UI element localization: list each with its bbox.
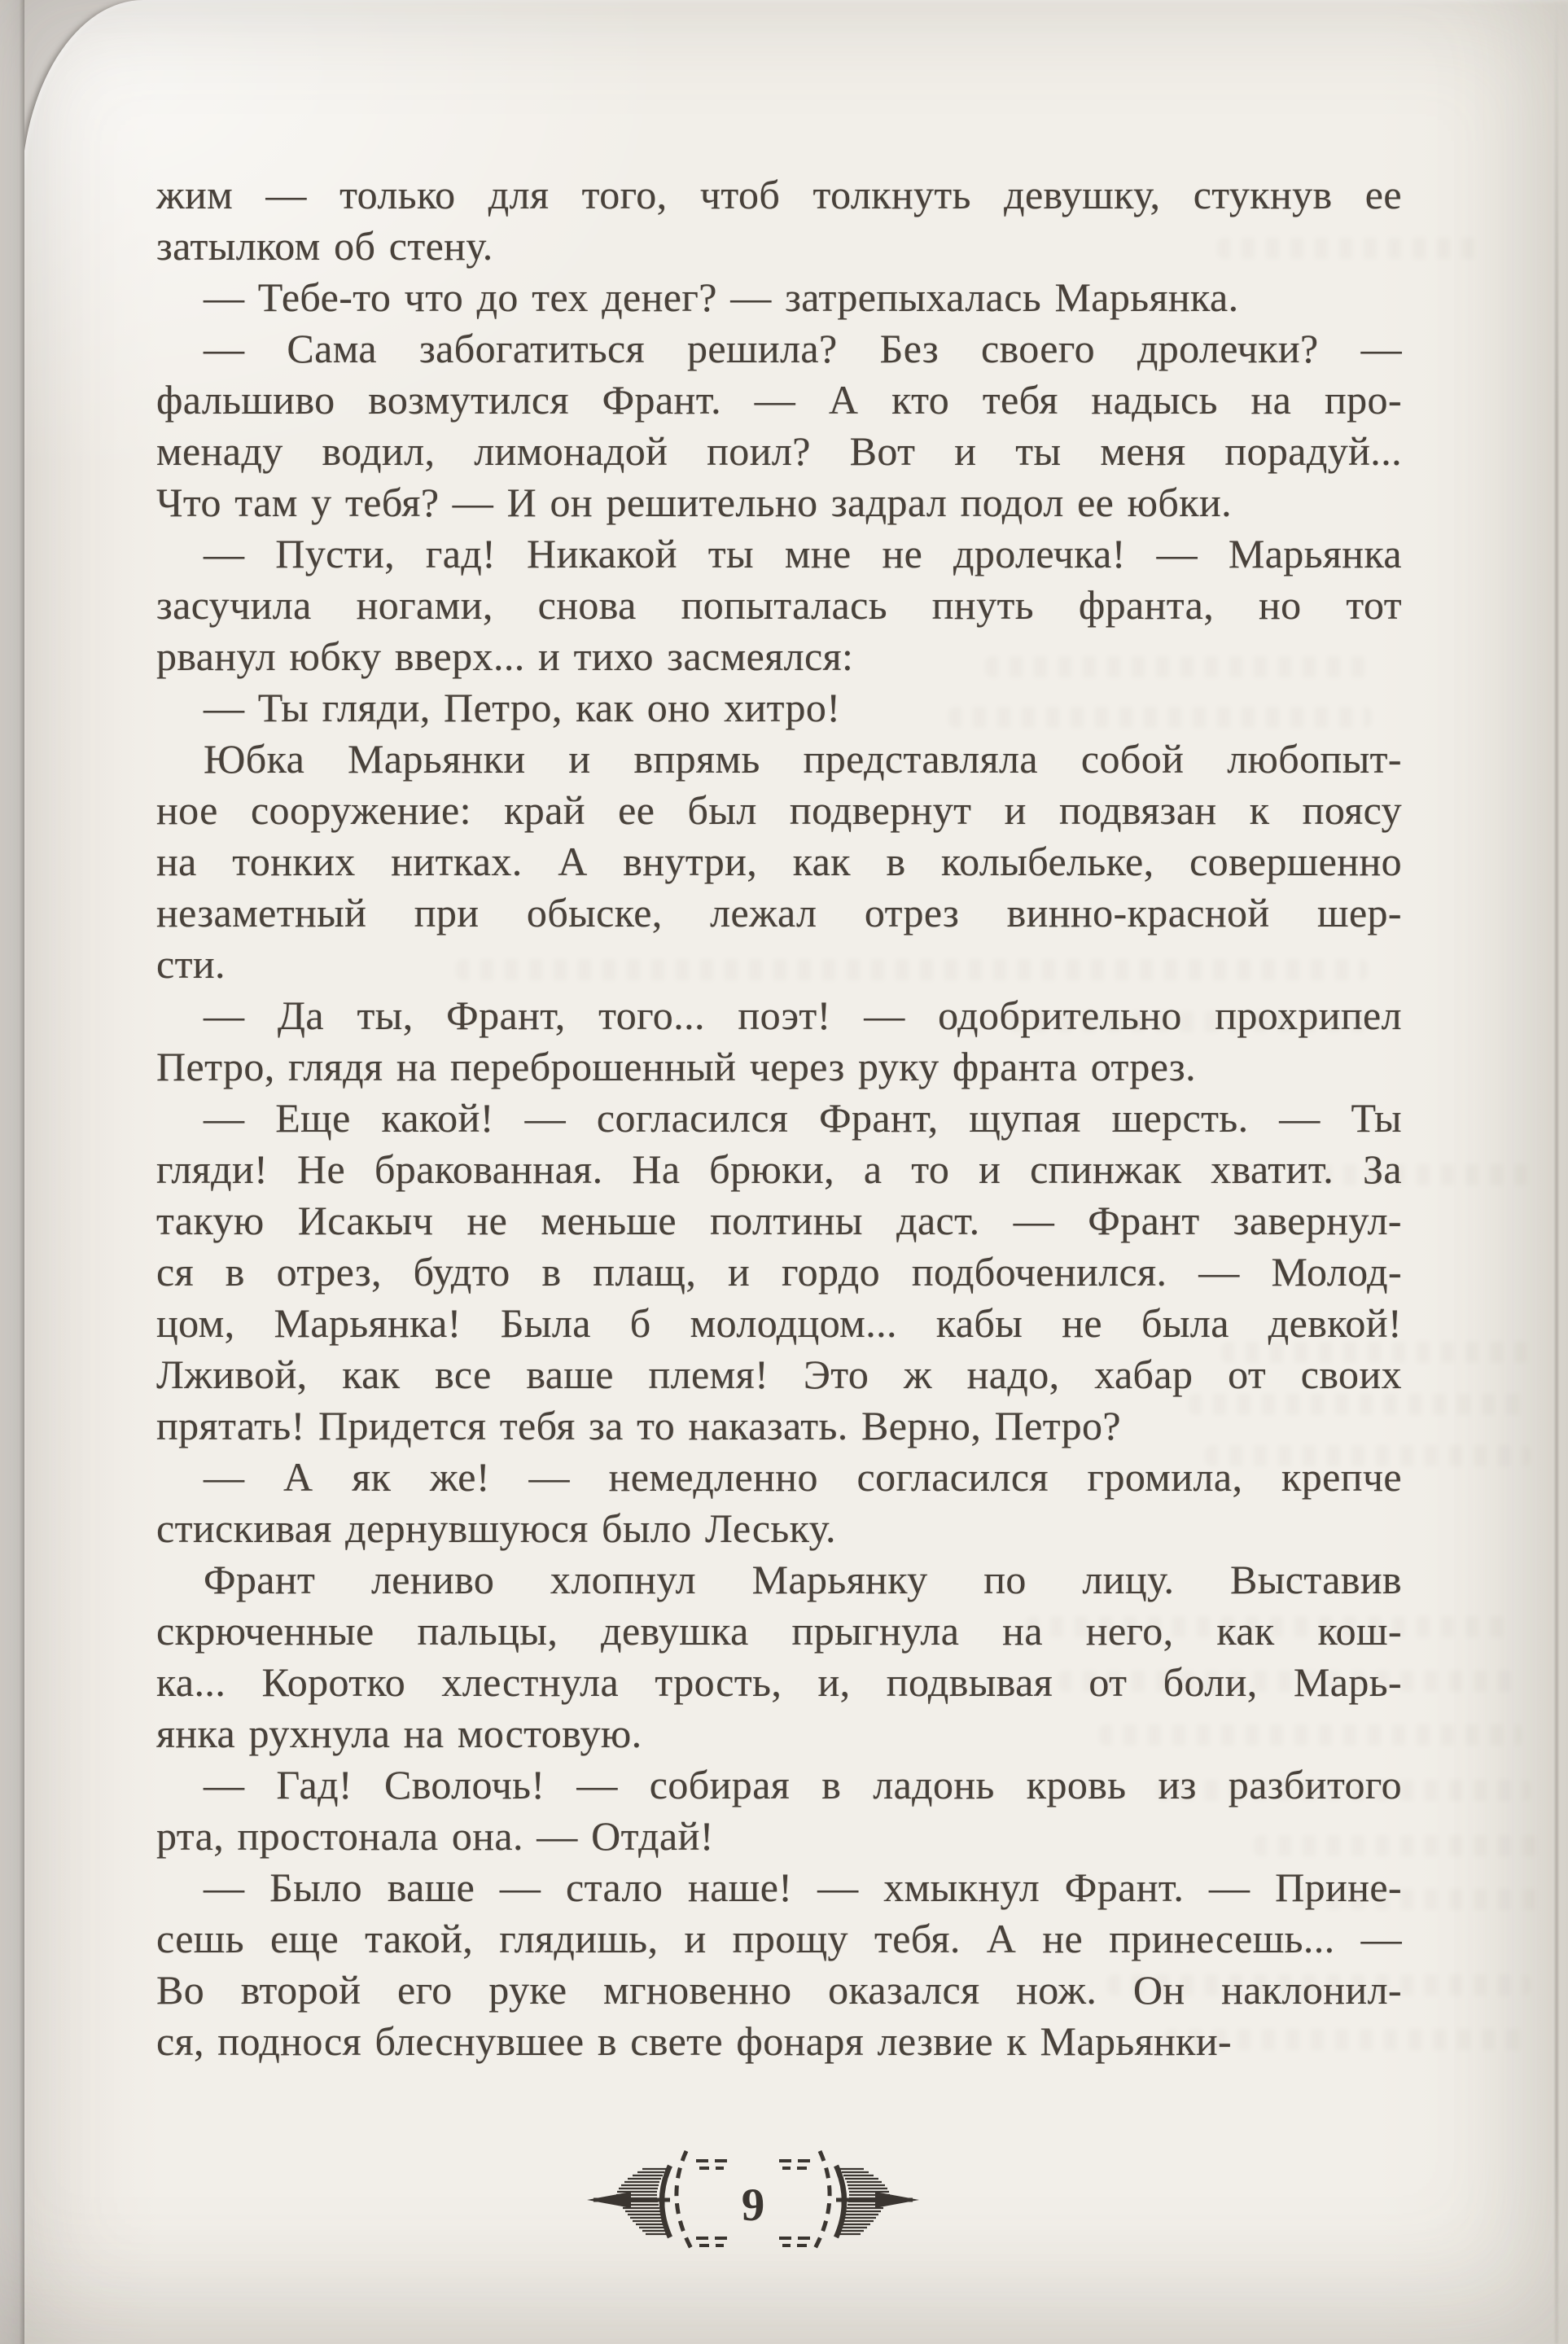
- text-line: — Ты гляди, Петро, как оно хитро!: [204, 685, 841, 730]
- text-line: ное сооружение: край ее был подвернут и подвязан к поясу: [156, 787, 1402, 833]
- text-line: — А як же! — немедленно согласился громила, крепче: [204, 1454, 1402, 1500]
- text-line: засучила ногами, снова попыталась пнуть франта, но тот: [156, 582, 1402, 628]
- text-line: на тонких нитках. А внутри, как в колыбельке, совершенно: [156, 839, 1402, 884]
- text-line: ся, поднося блеснувшее в свете фонаря лезвие к Марьянки-: [156, 2018, 1233, 2064]
- text-line: Юбка Марьянки и впрямь представляла собой любопыт-: [204, 736, 1402, 782]
- text-line: Петро, глядя на переброшенный через руку франта отрез.: [156, 1044, 1196, 1089]
- text-line: незаметный при обыске, лежал отрез винно-красной шер-: [156, 890, 1402, 935]
- text-line: такую Исакыч не меньше полтины даст. — Франт завернул-: [156, 1198, 1402, 1243]
- text-line: ка... Коротко хлестнула трость, и, подвывая от боли, Марь-: [156, 1659, 1402, 1705]
- text-line: — Пусти, гад! Никакой ты мне не дролечка! — Марьянка: [204, 531, 1402, 576]
- text-line: янка рухнула на мостовую.: [156, 1711, 642, 1756]
- text-line: стискивая дернувшуюся было Леську.: [156, 1505, 836, 1551]
- text-line: Франт лениво хлопнул Марьянку по лицу. Выставив: [204, 1557, 1402, 1602]
- text-line: скрюченные пальцы, девушка прыгнула на него, как кош-: [156, 1608, 1402, 1654]
- text-line: прятать! Придется тебя за то наказать. Верно, Петро?: [156, 1403, 1121, 1448]
- text-line: — Сама забогатиться решила? Без своего дролечки? —: [204, 326, 1402, 371]
- text-line: Что там у тебя? — И он решительно задрал подол ее юбки.: [156, 480, 1233, 525]
- text-line: менаду водил, лимонадой поил? Вот и ты меня порадуй...: [156, 428, 1402, 474]
- page-right-edge: [1555, 0, 1558, 2344]
- text-line: жим — только для того, чтоб толкнуть девушку, стукнув ее: [156, 172, 1402, 217]
- text-line: — Тебе-то что до тех денег? — затрепыхалась Марьянка.: [204, 274, 1239, 320]
- text-line: сти.: [156, 941, 226, 987]
- text-line: рта, простонала она. — Отдай!: [156, 1813, 714, 1859]
- page-number-vignette-icon: [582, 2141, 924, 2263]
- book-edge-pages: [0, 0, 24, 2344]
- left-flourish-icon: [587, 2151, 727, 2253]
- text-line: — Да ты, Франт, того... поэт! — одобрительно прохрипел: [204, 992, 1402, 1038]
- text-line: — Было ваше — стало наше! — хмыкнул Франт. — Прине-: [204, 1864, 1402, 1910]
- text-line: цом, Марьянка! Была б молодцом... кабы не была девкой!: [156, 1300, 1402, 1346]
- text-line: фальшиво возмутился Франт. — А кто тебя надысь на про-: [156, 377, 1402, 423]
- page-number: 9: [741, 2180, 765, 2231]
- right-flourish-icon: [779, 2151, 919, 2253]
- footer-ornament: [582, 2141, 924, 2263]
- text-line: — Гад! Сволочь! — собирая в ладонь кровь из разбитого: [204, 1762, 1402, 1807]
- text-line: ся в отрез, будто в плащ, и гордо подбоченился. — Молод-: [156, 1249, 1402, 1295]
- text-line: Лживой, как все ваше племя! Это ж надо, хабар от своих: [156, 1352, 1402, 1397]
- text-line: Во второй его руке мгновенно оказался нож. Он наклонил-: [156, 1967, 1402, 2013]
- text-line: сешь еще такой, глядишь, и прощу тебя. А не принесешь... —: [156, 1916, 1402, 1961]
- text-line: затылком об стену.: [156, 223, 493, 269]
- text-block: [156, 169, 1402, 2067]
- text-line: рванул юбку вверх... и тихо засмеялся:: [156, 633, 854, 679]
- text-line: — Еще какой! — согласился Франт, щупая шерсть. — Ты: [204, 1095, 1402, 1141]
- text-line: гляди! Не бракованная. На брюки, а то и спинжак хватит. За: [156, 1146, 1402, 1192]
